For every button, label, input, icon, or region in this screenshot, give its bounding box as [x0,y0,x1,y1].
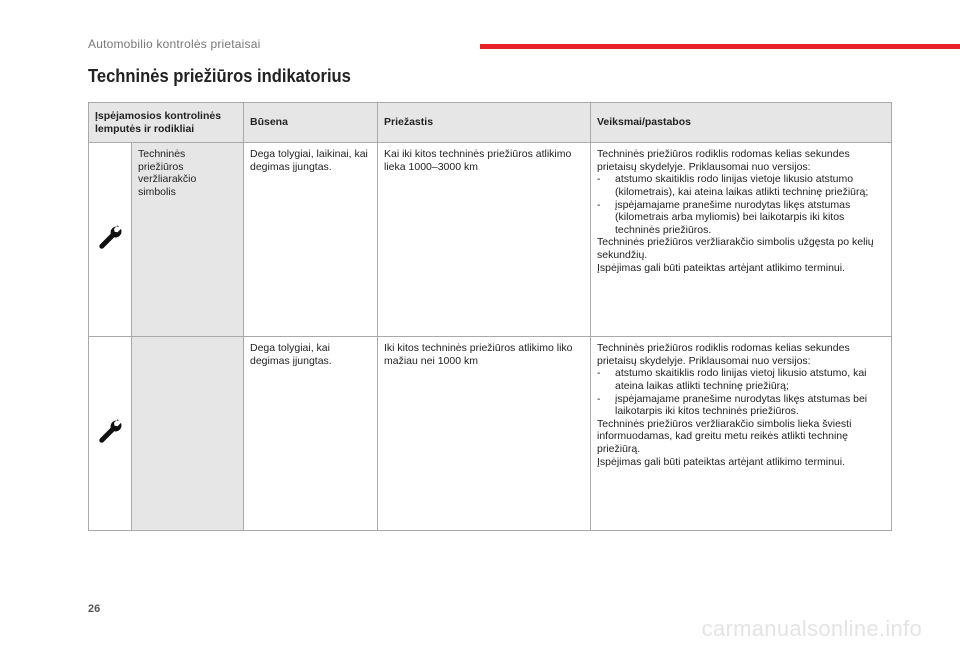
icon-cell [89,337,132,531]
actions-outro: Techninės priežiūros veržliarakčio simbolis lieka šviesti informuodamas, kad greitu metu reikės atlikti techninę priežiūrą. [597,417,852,455]
column-header-actions: Veiksmai/pastabos [591,103,892,143]
column-header-reason: Priežastis [378,103,591,143]
watermark: carmanualsonline.info [701,616,922,641]
reason-cell: Iki kitos techninės priežiūros atlikimo liko mažiau nei 1000 km [378,337,591,531]
section-header: Automobilio kontrolės prietaisai [88,37,261,51]
page-number: 26 [88,603,101,615]
actions-cell [591,337,892,531]
table-row [89,143,892,337]
symbol-name-cell [132,143,244,337]
symbol-name-line: priežiūros [138,160,184,173]
column-header-indicators: Įspėjamosios kontrolinės lemputės ir rodikliai [89,103,244,143]
section-accent-bar [480,44,960,49]
actions-bullet: - atstumo skaitiklis rodo linijas vietoje likusio atstumo (kilometrais), kai ateina laikas atlikti techninę priežiūrą; [597,173,869,198]
symbol-name-line: simbolis [138,185,176,198]
actions-bullet-text: atstumo skaitiklis rodo linijas vietoje likusio atstumo (kilometrais), kai ateina laikas atlikti techninę priežiūrą; [615,173,869,198]
actions-outro: Įspėjimas gali būti pateiktas artėjant atlikimo terminui. [597,261,846,274]
column-header-state: Būsena [244,103,378,143]
table-header-row [89,103,892,143]
icon-cell [89,143,132,337]
table-row [89,337,892,531]
wrench-icon [96,437,124,449]
symbol-name-cell [132,337,244,531]
state-cell: Dega tolygiai, laikinai, kai degimas įjungtas. [244,143,378,337]
actions-outro: Techninės priežiūros veržliarakčio simbolis užgęsta po kelių sekundžių. [597,236,874,261]
page-title: Techninės priežiūros indikatorius [88,66,351,86]
actions-bullet: - įspėjamajame pranešime nurodytas likęs atstumas bei laikotarpis iki kitos techninės priežiūros. [597,392,868,418]
state-cell: Dega tolygiai, kai degimas įjungtas. [244,337,378,531]
actions-bullet-text: įspėjamajame pranešime nurodytas likęs atstumas bei laikotarpis iki kitos techninės priežiūros. [615,392,868,418]
actions-outro: Įspėjimas gali būti pateiktas artėjant atlikimo terminui. [597,455,846,468]
actions-bullet: - atstumo skaitiklis rodo linijas vietoj likusio atstumo, kai ateina laikas atlikti techninę priežiūrą; [597,367,867,392]
actions-intro: Techninės priežiūros rodiklis rodomas kelias sekundes prietaisų skydelyje. Priklausomai nuo versijos: [597,342,850,367]
maintenance-indicator-table [88,102,892,531]
actions-bullet: - įspėjamajame pranešime nurodytas likęs atstumas (kilometrais arba myliomis) bei laikotarpis iki kitos techninės priežiūros. [597,198,851,236]
actions-intro: Techninės priežiūros rodiklis rodomas kelias sekundes prietaisų skydelyje. Priklausomai nuo versijos: [597,148,850,173]
reason-cell: Kai iki kitos techninės priežiūros atlikimo lieka 1000–3000 km [378,143,591,337]
actions-bullet-text: įspėjamajame pranešime nurodytas likęs atstumas (kilometrais arba myliomis) bei laikotarpis iki kitos techninės priežiūros. [615,198,851,236]
symbol-name-line: Techninės [138,148,186,161]
actions-bullet-text: atstumo skaitiklis rodo linijas vietoj likusio atstumo, kai ateina laikas atlikti techninę priežiūrą; [615,367,867,392]
actions-cell [591,143,892,337]
wrench-icon [96,243,124,255]
symbol-name-line: veržliarakčio [138,173,197,186]
